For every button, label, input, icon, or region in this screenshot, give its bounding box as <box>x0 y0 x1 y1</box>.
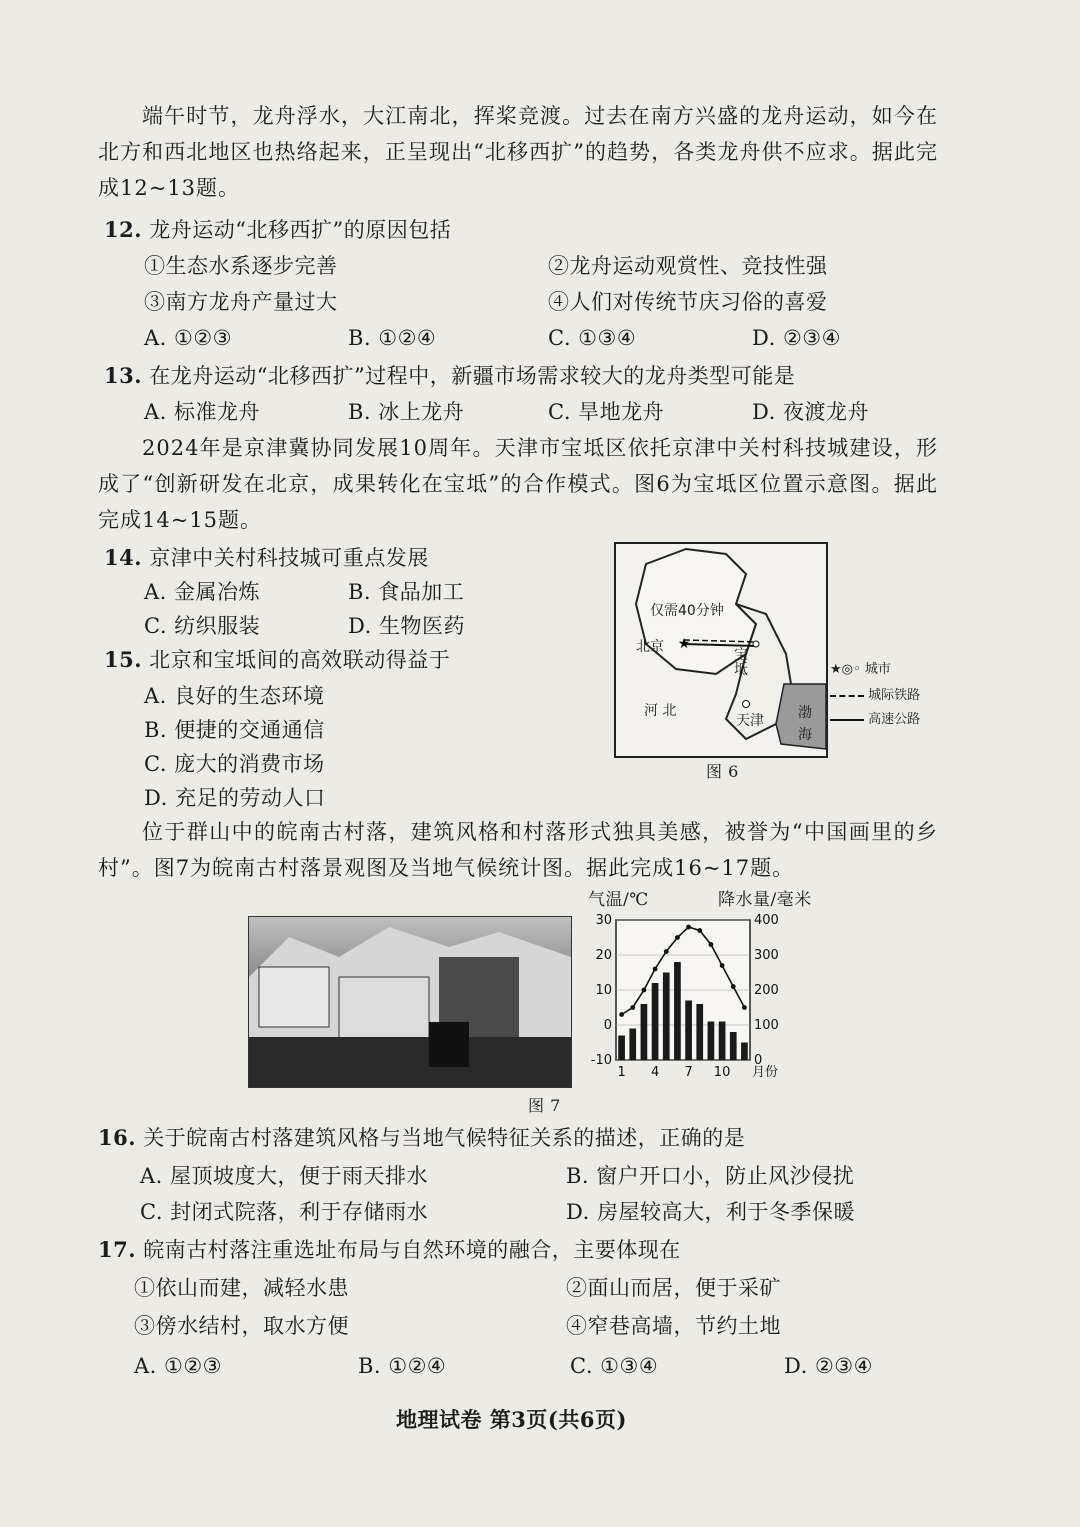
temperature-point <box>697 928 702 933</box>
precip-bar <box>629 1029 636 1061</box>
left-tick-label: -10 <box>590 1053 612 1068</box>
right-tick-label: 100 <box>754 1018 779 1033</box>
option-a: A. 标准龙舟 <box>144 400 261 424</box>
temperature-point <box>664 949 669 954</box>
question-stem: 北京和宝坻间的高效联动得益于 <box>149 648 451 672</box>
passage-jingjinji: 2024年是京津冀协同发展10周年。天津市宝坻区依托京津中关村科技城建设，形成了“创新研发在北京，成果转化在宝坻”的合作模式。图6为宝坻区位置示意图。据此完成14~15题。 <box>98 436 938 532</box>
question-15 <box>104 646 450 674</box>
precip-bar <box>641 1004 648 1060</box>
label-bohai-2: 海 <box>798 727 812 743</box>
option-c: C. ①③④ <box>570 1354 659 1378</box>
label-travel-time: 仅需40分钟 <box>650 603 724 619</box>
temperature-point <box>630 1005 635 1010</box>
option-c: C. ①③④ <box>548 326 637 350</box>
question-stem: 龙舟运动“北移西扩”的原因包括 <box>149 218 452 242</box>
legend-rail-icon <box>830 695 864 697</box>
temperature-point <box>731 984 736 989</box>
precip-bar <box>674 962 681 1060</box>
right-tick-label: 400 <box>754 913 779 928</box>
legend-rail <box>830 684 920 703</box>
page-footer: 地理试卷 第3页(共6页) <box>396 1407 627 1432</box>
statement-3: ③傍水结村，取水方便 <box>134 1314 349 1338</box>
x-tick-label: 4 <box>650 1065 660 1080</box>
statement-3: ③南方龙舟产量过大 <box>144 290 338 314</box>
option-a: A. ①②③ <box>134 1354 222 1378</box>
temperature-point <box>653 967 658 972</box>
statement-4: ④人们对传统节庆习俗的喜爱 <box>548 290 828 314</box>
precip-bar <box>685 1001 692 1061</box>
temperature-point <box>709 942 714 947</box>
legend-city-icon: ★◎◦ <box>830 662 861 677</box>
legend-rail-label: 城际铁路 <box>868 688 921 703</box>
option-b: B. ①②④ <box>358 1354 447 1378</box>
right-tick-label: 0 <box>754 1053 763 1068</box>
option-a: A. 金属冶炼 <box>144 580 261 604</box>
precip-bar <box>696 1004 703 1060</box>
legend-road-label: 高速公路 <box>868 712 921 727</box>
right-tick-label: 200 <box>754 983 779 998</box>
legend-city-label: 城市 <box>864 662 891 677</box>
legend-city <box>830 658 891 677</box>
label-bohai-1: 渤 <box>798 705 812 721</box>
option-b: B. 食品加工 <box>348 580 465 604</box>
tianjin-dot-icon <box>743 701 750 708</box>
option-d: D. 生物医药 <box>348 614 465 638</box>
precip-bar <box>652 983 659 1060</box>
legend-road <box>830 708 920 727</box>
question-number: 14. <box>104 545 143 570</box>
question-16 <box>98 1124 745 1152</box>
figure-6-caption: 图 6 <box>706 762 739 781</box>
statement-1: ①生态水系逐步完善 <box>144 254 338 278</box>
left-tick-label: 10 <box>595 983 612 998</box>
option-a: A. 良好的生态环境 <box>144 684 325 708</box>
statement-1: ①依山而建，减轻水患 <box>134 1276 349 1300</box>
label-baodi: 宝坻 <box>734 647 748 678</box>
question-number: 17. <box>98 1237 137 1262</box>
option-a: A. ①②③ <box>144 326 232 350</box>
option-d: D. 房屋较高大，利于冬季保暖 <box>566 1200 855 1224</box>
label-beijing: 北京 <box>636 639 664 655</box>
precip-bar <box>741 1043 748 1061</box>
question-12 <box>104 216 451 244</box>
option-d: D. 夜渡龙舟 <box>752 400 869 424</box>
left-tick-label: 0 <box>603 1018 612 1033</box>
question-number: 15. <box>104 647 143 672</box>
statement-2: ②龙舟运动观赏性、竞技性强 <box>548 254 828 278</box>
question-14 <box>104 544 429 572</box>
x-tick-label: 1 <box>617 1065 626 1080</box>
precip-bar <box>618 1036 625 1061</box>
left-tick-label: 20 <box>595 948 612 963</box>
label-hebei: 河 北 <box>644 703 677 719</box>
temperature-point <box>742 1005 747 1010</box>
baodi-location-map <box>614 542 828 758</box>
option-a: A. 屋顶坡度大，便于雨天排水 <box>140 1164 429 1188</box>
option-c: C. 旱地龙舟 <box>548 400 665 424</box>
statement-2: ②面山而居，便于采矿 <box>566 1276 781 1300</box>
climate-left-axis-label: 气温/℃ <box>588 890 649 910</box>
question-stem: 关于皖南古村落建筑风格与当地气候特征关系的描述，正确的是 <box>143 1126 746 1150</box>
option-b: B. 窗户开口小，防止风沙侵扰 <box>566 1164 855 1188</box>
option-c: C. 封闭式院落，利于存储雨水 <box>140 1200 429 1224</box>
precip-bar <box>708 1022 715 1061</box>
question-stem: 在龙舟运动“北移西扩”过程中，新疆市场需求较大的龙舟类型可能是 <box>149 364 796 388</box>
right-tick-label: 300 <box>754 948 779 963</box>
passage-wannan: 位于群山中的皖南古村落，建筑风格和村落形式独具美感，被誉为“中国画里的乡村”。图7为皖南古村落景观图及当地气候统计图。据此完成16~17题。 <box>98 820 938 880</box>
climate-right-axis-label: 降水量/毫米 <box>718 890 812 910</box>
option-d: D. ②③④ <box>752 326 841 350</box>
question-13 <box>104 362 795 390</box>
option-b: B. 冰上龙舟 <box>348 400 465 424</box>
x-tick-label: 10 <box>713 1065 731 1080</box>
legend-road-icon <box>830 719 864 721</box>
x-tick-label: 7 <box>684 1065 693 1080</box>
question-stem: 皖南古村落注重选址布局与自然环境的融合，主要体现在 <box>143 1238 681 1262</box>
temperature-point <box>675 935 680 940</box>
baodi-dot-icon <box>753 641 759 647</box>
option-d: D. ②③④ <box>784 1354 873 1378</box>
option-d: D. 充足的劳动人口 <box>144 786 326 810</box>
statement-4: ④窄巷高墙，节约土地 <box>566 1314 781 1338</box>
photo-drawing <box>249 917 571 1087</box>
passage-dragon-boat: 端午时节，龙舟浮水，大江南北，挥桨竞渡。过去在南方兴盛的龙舟运动，如今在北方和西北地区也热络起来，正呈现出“北移西扩”的趋势，各类龙舟供不应求。据此完成12~13题。 <box>98 104 938 200</box>
temperature-point <box>642 988 647 993</box>
precip-bar <box>663 973 670 1061</box>
label-tianjin: 天津 <box>736 713 764 729</box>
temperature-point <box>686 925 691 930</box>
precip-bar <box>730 1032 737 1060</box>
question-17 <box>98 1236 681 1264</box>
question-number: 13. <box>104 363 143 388</box>
temperature-point <box>619 1012 624 1017</box>
left-tick-label: 30 <box>595 913 612 928</box>
option-b: B. ①②④ <box>348 326 437 350</box>
precip-bar <box>719 1022 726 1061</box>
temperature-point <box>720 963 725 968</box>
beijing-star-icon: ★ <box>677 636 691 652</box>
option-c: C. 庞大的消费市场 <box>144 752 325 776</box>
question-number: 16. <box>98 1125 137 1150</box>
village-photo <box>248 916 572 1088</box>
figure-7-caption: 图 7 <box>528 1096 561 1115</box>
option-b: B. 便捷的交通通信 <box>144 718 325 742</box>
option-c: C. 纺织服装 <box>144 614 261 638</box>
climate-chart <box>586 910 800 1090</box>
x-axis-label: 月份 <box>752 1065 779 1080</box>
question-stem: 京津中关村科技城可重点发展 <box>149 546 429 570</box>
question-number: 12. <box>104 217 143 242</box>
